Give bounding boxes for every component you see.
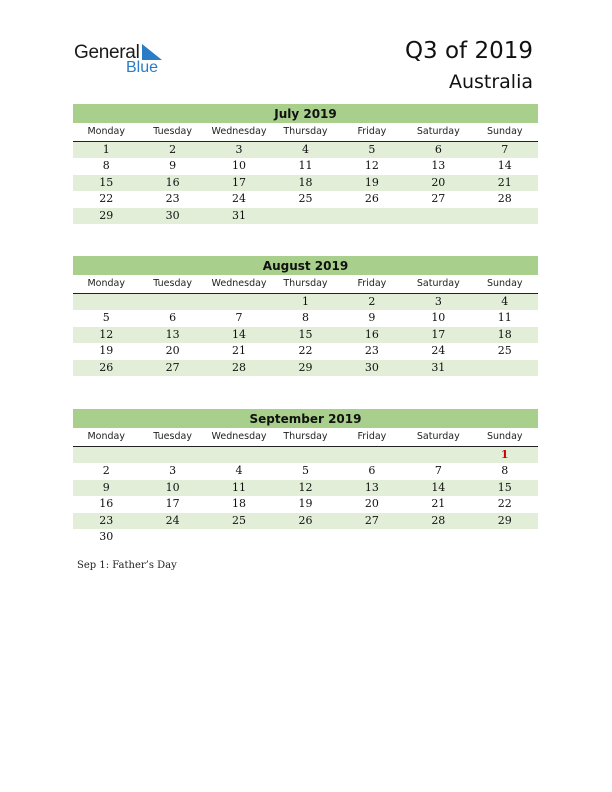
week-row bbox=[73, 327, 538, 343]
weekday-header-row bbox=[73, 428, 538, 447]
weekday-label: Thursday bbox=[283, 126, 328, 137]
date-cell: 10 bbox=[431, 311, 446, 325]
date-cell: 27 bbox=[364, 513, 379, 527]
date-cell: 16 bbox=[99, 497, 114, 511]
date-cell: 29 bbox=[497, 513, 512, 527]
date-cell: 15 bbox=[99, 175, 114, 189]
date-cell: 26 bbox=[298, 513, 313, 527]
date-cell: 5 bbox=[301, 464, 309, 478]
date-cell: 12 bbox=[298, 480, 313, 494]
weekday-header-row bbox=[73, 123, 538, 142]
date-cell: 11 bbox=[497, 311, 512, 325]
date-cell: 28 bbox=[232, 360, 247, 374]
date-cell: 19 bbox=[364, 175, 379, 189]
week-row bbox=[73, 513, 538, 529]
date-cell: 22 bbox=[99, 192, 114, 206]
weekday-label: Saturday bbox=[416, 431, 460, 442]
date-cell: 17 bbox=[165, 497, 180, 511]
date-cell: 3 bbox=[235, 143, 243, 156]
weekday-label: Monday bbox=[87, 278, 125, 289]
date-cell bbox=[339, 447, 405, 463]
weekday-header-row bbox=[73, 275, 538, 294]
date-cell: 9 bbox=[102, 480, 110, 494]
date-cell: 27 bbox=[165, 360, 180, 374]
date-cell: 17 bbox=[232, 175, 247, 189]
date-cell: 13 bbox=[364, 480, 379, 494]
date-cell: 23 bbox=[165, 192, 180, 206]
month-august bbox=[73, 256, 538, 376]
date-cell bbox=[139, 529, 205, 545]
date-cell: 14 bbox=[497, 159, 512, 173]
weekday-label: Saturday bbox=[416, 278, 460, 289]
date-cell bbox=[272, 529, 338, 545]
week-row bbox=[73, 158, 538, 174]
date-cell: 3 bbox=[169, 464, 177, 478]
week-row bbox=[73, 208, 538, 224]
date-cell: 16 bbox=[165, 175, 180, 189]
date-cell: 14 bbox=[232, 327, 247, 341]
date-cell: 3 bbox=[434, 295, 442, 308]
date-cell: 24 bbox=[431, 344, 446, 358]
date-cell: 18 bbox=[232, 497, 247, 511]
week-row bbox=[73, 142, 538, 158]
date-cell bbox=[206, 294, 272, 310]
week-row bbox=[73, 294, 538, 310]
date-cell: 14 bbox=[431, 480, 446, 494]
date-cell bbox=[206, 447, 272, 463]
date-cell: 10 bbox=[232, 159, 247, 173]
date-cell: 21 bbox=[431, 497, 446, 511]
date-cell: 18 bbox=[497, 327, 512, 341]
date-cell bbox=[472, 529, 538, 545]
weekday-label: Sunday bbox=[486, 126, 523, 137]
date-cell: 8 bbox=[102, 159, 110, 173]
weekday-label: Sunday bbox=[486, 278, 523, 289]
date-cell: 15 bbox=[298, 327, 313, 341]
date-cell: 6 bbox=[434, 143, 442, 156]
weekday-label: Monday bbox=[87, 126, 125, 137]
date-cell: 22 bbox=[497, 497, 512, 511]
week-row bbox=[73, 191, 538, 207]
date-cell: 29 bbox=[298, 360, 313, 374]
weekday-label: Thursday bbox=[283, 431, 328, 442]
date-cell: 2 bbox=[169, 143, 177, 156]
date-cell: 25 bbox=[232, 513, 247, 527]
date-cell: 4 bbox=[501, 295, 509, 308]
date-cell: 11 bbox=[298, 159, 313, 173]
date-cell: 13 bbox=[165, 327, 180, 341]
date-cell: 5 bbox=[102, 311, 110, 325]
month-weeks bbox=[73, 294, 538, 376]
date-cell: 26 bbox=[364, 192, 379, 206]
date-cell: 20 bbox=[431, 175, 446, 189]
date-cell: 8 bbox=[501, 464, 509, 478]
weekday-label: Friday bbox=[357, 126, 387, 137]
page-title: Q3 of 2019 bbox=[404, 38, 533, 64]
date-cell bbox=[472, 208, 538, 224]
weekday-label: Wednesday bbox=[211, 278, 267, 289]
date-cell: 31 bbox=[232, 208, 247, 222]
date-cell: 7 bbox=[501, 143, 509, 156]
date-cell: 1 bbox=[102, 143, 110, 156]
week-row bbox=[73, 463, 538, 479]
date-cell: 11 bbox=[232, 480, 247, 494]
date-cell: 28 bbox=[497, 192, 512, 206]
date-cell bbox=[472, 360, 538, 376]
date-cell: 12 bbox=[99, 327, 114, 341]
month-september bbox=[73, 409, 538, 545]
date-cell: 30 bbox=[99, 529, 114, 543]
month-header: September 2019 bbox=[73, 409, 538, 428]
date-cell: 17 bbox=[431, 327, 446, 341]
week-row bbox=[73, 360, 538, 376]
date-cell: 20 bbox=[364, 497, 379, 511]
month-july bbox=[73, 104, 538, 224]
date-cell bbox=[139, 294, 205, 310]
date-cell bbox=[206, 529, 272, 545]
date-cell: 13 bbox=[431, 159, 446, 173]
date-cell: 6 bbox=[169, 311, 177, 325]
week-row bbox=[73, 480, 538, 496]
date-cell: 12 bbox=[364, 159, 379, 173]
date-cell: 30 bbox=[364, 360, 379, 374]
weekday-label: Wednesday bbox=[211, 431, 267, 442]
date-cell: 2 bbox=[368, 295, 376, 308]
holiday-note: Sep 1: Father’s Day bbox=[77, 560, 177, 571]
weekday-label: Friday bbox=[357, 431, 387, 442]
date-cell: 6 bbox=[368, 464, 376, 478]
week-row bbox=[73, 447, 538, 463]
month-weeks bbox=[73, 142, 538, 224]
date-cell: 30 bbox=[165, 208, 180, 222]
date-cell: 4 bbox=[301, 143, 309, 156]
week-row bbox=[73, 529, 538, 545]
date-cell: 21 bbox=[497, 175, 512, 189]
logo-blue-text: Blue bbox=[126, 59, 159, 76]
logo-triangle-icon bbox=[142, 44, 162, 60]
date-cell: 9 bbox=[169, 159, 177, 173]
date-cell bbox=[73, 447, 139, 463]
date-cell: 22 bbox=[298, 344, 313, 358]
logo-general-text: General bbox=[74, 42, 140, 63]
date-cell: 21 bbox=[232, 344, 247, 358]
date-cell: 20 bbox=[165, 344, 180, 358]
date-cell bbox=[73, 294, 139, 310]
date-cell: 16 bbox=[364, 327, 379, 341]
date-cell: 19 bbox=[99, 344, 114, 358]
weekday-label: Sunday bbox=[486, 431, 523, 442]
date-cell: 7 bbox=[434, 464, 442, 478]
month-header: July 2019 bbox=[73, 104, 538, 123]
date-cell bbox=[339, 208, 405, 224]
date-cell bbox=[139, 447, 205, 463]
week-row bbox=[73, 310, 538, 326]
date-cell: 27 bbox=[431, 192, 446, 206]
date-cell bbox=[339, 529, 405, 545]
weekday-label: Saturday bbox=[416, 126, 460, 137]
date-cell: 24 bbox=[165, 513, 180, 527]
date-cell: 8 bbox=[301, 311, 309, 325]
date-cell: 9 bbox=[368, 311, 376, 325]
date-cell: 29 bbox=[99, 208, 114, 222]
week-row bbox=[73, 343, 538, 359]
week-row bbox=[73, 175, 538, 191]
week-row bbox=[73, 496, 538, 512]
weekday-label: Tuesday bbox=[153, 278, 192, 289]
date-cell: 10 bbox=[165, 480, 180, 494]
date-cell: 31 bbox=[431, 360, 446, 374]
date-cell bbox=[405, 447, 471, 463]
weekday-label: Tuesday bbox=[153, 431, 192, 442]
date-cell: 2 bbox=[102, 464, 110, 478]
date-cell: 23 bbox=[99, 513, 114, 527]
date-cell: 24 bbox=[232, 192, 247, 206]
date-cell bbox=[272, 447, 338, 463]
generalblue-logo bbox=[74, 42, 174, 78]
weekday-label: Friday bbox=[357, 278, 387, 289]
date-cell: 4 bbox=[235, 464, 243, 478]
date-cell bbox=[272, 208, 338, 224]
date-cell: 1 bbox=[301, 295, 309, 308]
date-cell: 23 bbox=[364, 344, 379, 358]
date-cell: 25 bbox=[298, 192, 313, 206]
month-header: August 2019 bbox=[73, 256, 538, 275]
weekday-label: Thursday bbox=[283, 278, 328, 289]
date-cell bbox=[405, 208, 471, 224]
date-cell: 15 bbox=[497, 480, 512, 494]
holiday-date-cell: 1 bbox=[500, 448, 509, 461]
date-cell: 7 bbox=[235, 311, 243, 325]
date-cell: 25 bbox=[497, 344, 512, 358]
country-subtitle: Australia bbox=[448, 71, 533, 93]
date-cell: 18 bbox=[298, 175, 313, 189]
date-cell: 28 bbox=[431, 513, 446, 527]
date-cell: 26 bbox=[99, 360, 114, 374]
date-cell: 19 bbox=[298, 497, 313, 511]
month-weeks bbox=[73, 447, 538, 545]
date-cell bbox=[405, 529, 471, 545]
date-cell: 5 bbox=[368, 143, 376, 156]
weekday-label: Wednesday bbox=[211, 126, 267, 137]
weekday-label: Monday bbox=[87, 431, 125, 442]
weekday-label: Tuesday bbox=[153, 126, 192, 137]
